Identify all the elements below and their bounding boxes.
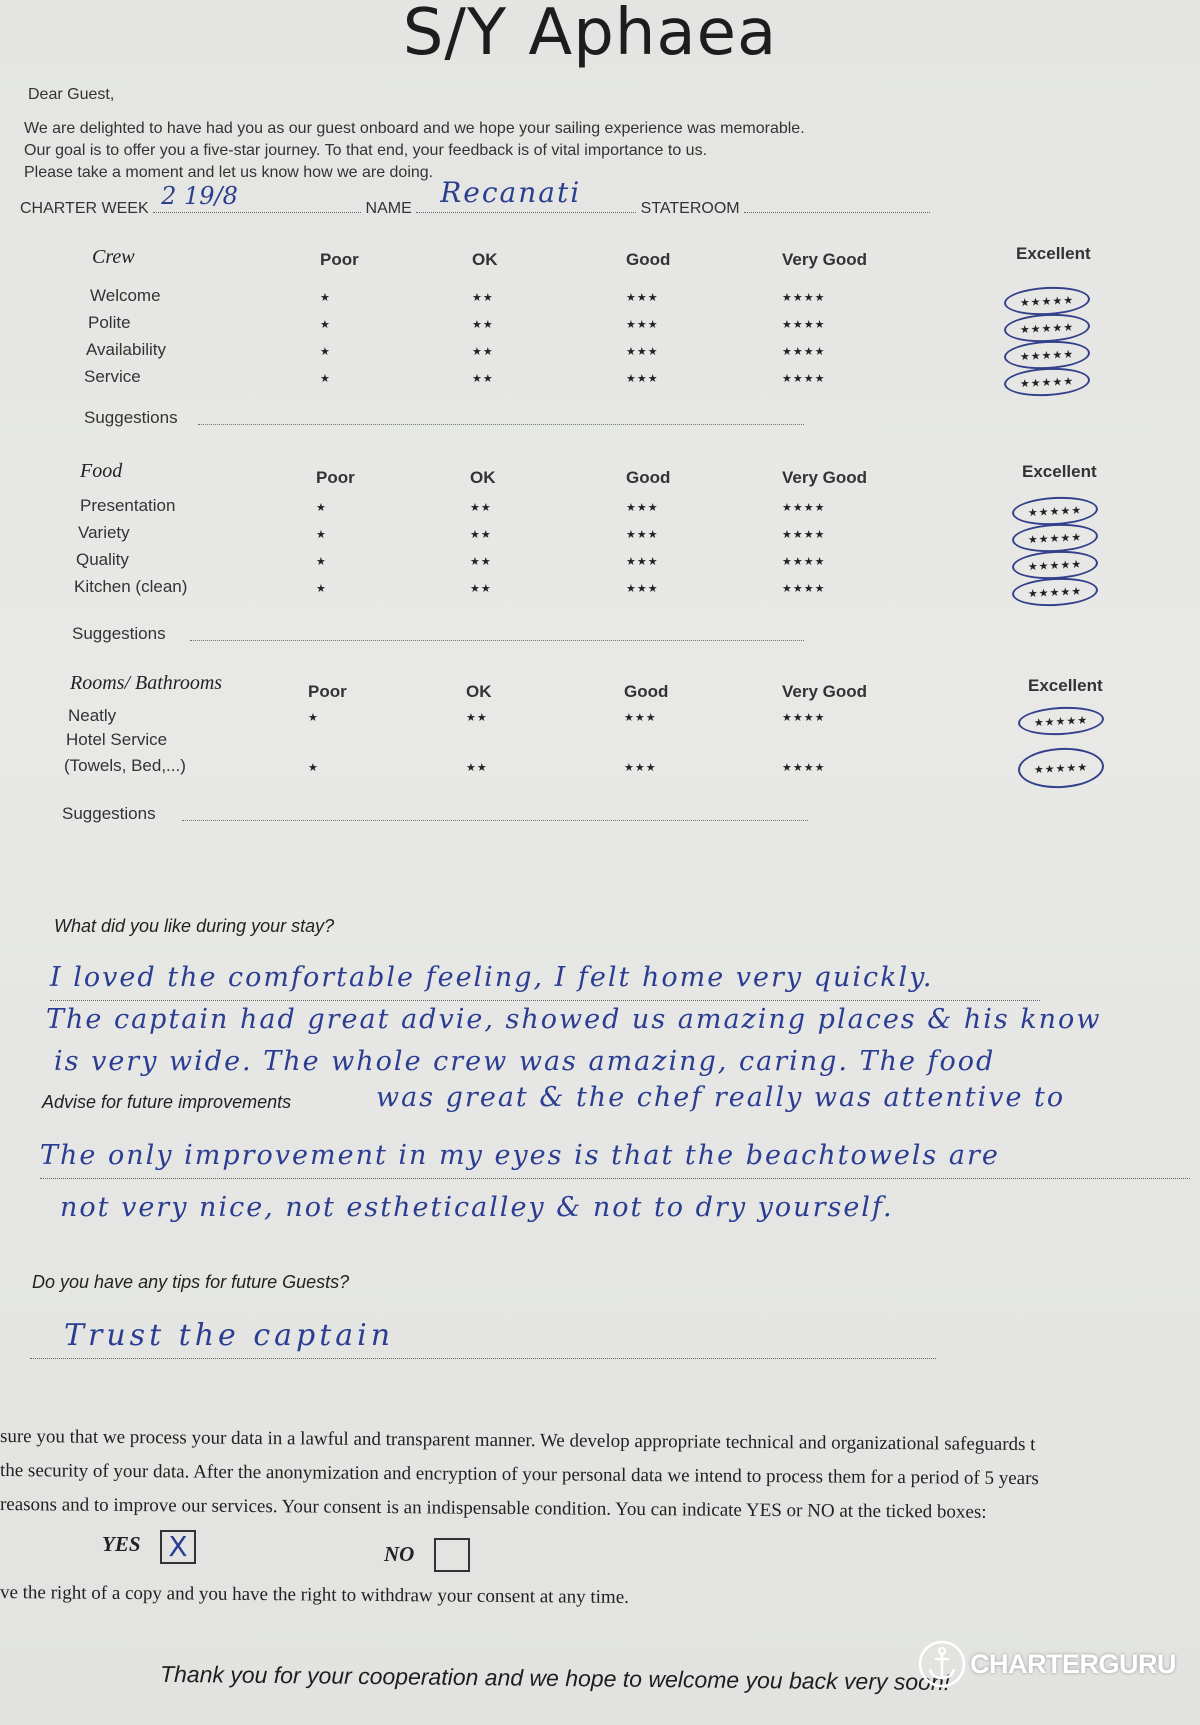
section-title: Rooms/ Bathrooms: [70, 672, 223, 694]
tips-question: Do you have any tips for future Guests?: [32, 1272, 350, 1292]
rating-stars-5-selected[interactable]: [1011, 549, 1098, 581]
rating-stars-3[interactable]: ★★★: [626, 319, 659, 331]
rating-stars-1[interactable]: ★: [316, 583, 327, 595]
rating-stars-5-selected[interactable]: [1017, 746, 1105, 790]
rating-stars-3[interactable]: ★★★: [626, 373, 659, 385]
liked-answer-line-4: was great & the chef really was attentive to: [376, 1082, 1066, 1113]
rating-stars-5-selected[interactable]: [1003, 366, 1090, 398]
intro-line: We are delighted to have had you as our guest onboard and we hope your sailing experience was memorable.: [24, 120, 805, 137]
rating-stars-1[interactable]: ★: [316, 529, 327, 541]
rating-stars-5: ★★★★★: [1019, 348, 1075, 363]
rating-stars-3[interactable]: ★★★: [624, 712, 657, 724]
column-header-poor: Poor: [320, 250, 359, 269]
column-header-ok: OK: [472, 250, 498, 269]
column-header-excellent: Excellent: [1016, 244, 1091, 263]
name-field[interactable]: [416, 176, 636, 213]
rating-stars-5: ★★★★★: [1027, 558, 1083, 573]
rating-stars-3[interactable]: ★★★: [626, 346, 659, 358]
rating-stars-4[interactable]: ★★★★: [782, 292, 826, 304]
rating-stars-4[interactable]: ★★★★: [782, 373, 826, 385]
improve-answer-line-2: not very nice, not estheticalley & not to dry yourself.: [60, 1192, 894, 1223]
name-value: Recanati: [440, 176, 582, 209]
rating-stars-5: ★★★★★: [1027, 531, 1083, 546]
rating-stars-4[interactable]: ★★★★: [782, 319, 826, 331]
liked-answer-line-1: I loved the comfortable feeling, I felt home very quickly.: [50, 962, 934, 993]
rating-stars-4[interactable]: ★★★★: [782, 762, 826, 774]
suggestions-label: Suggestions: [72, 624, 166, 643]
improve-question: Advise for future improvements: [42, 1092, 292, 1112]
row-label: Hotel Service: [66, 730, 168, 749]
rating-stars-5-selected[interactable]: [1011, 495, 1098, 527]
suggestions-field[interactable]: [198, 424, 804, 425]
rating-stars-5-selected[interactable]: [1003, 312, 1090, 344]
tips-answer: Trust the captain: [64, 1318, 395, 1353]
rating-stars-5-selected[interactable]: [1003, 285, 1090, 317]
column-header-ok: OK: [466, 682, 492, 701]
column-header-very-good: Very Good: [782, 468, 868, 487]
column-header-good: Good: [626, 250, 671, 269]
rating-stars-5: ★★★★★: [1033, 714, 1089, 729]
rating-stars-1[interactable]: ★: [308, 712, 319, 724]
tips-answer-line: [30, 1358, 936, 1359]
liked-answer-line-2: The captain had great advie, showed us amazing places & his know: [46, 1004, 1102, 1035]
rating-stars-2[interactable]: ★★: [470, 529, 492, 541]
row-label: Neatly: [68, 706, 117, 725]
rating-stars-4[interactable]: ★★★★: [782, 583, 826, 595]
suggestions-label: Suggestions: [84, 408, 178, 427]
rating-stars-5: ★★★★★: [1019, 294, 1075, 309]
rating-stars-5: ★★★★★: [1019, 375, 1075, 390]
yacht-title: S/Y Aphaea: [402, 0, 778, 70]
consent-line-3: reasons and to improve our services. Your consent is an indispensable condition. You can indicate YES or NO at the ticked boxes:: [0, 1494, 987, 1523]
row-label: (Towels, Bed,...): [64, 756, 186, 775]
improve-answer-line: [40, 1178, 1190, 1179]
intro-text: [24, 118, 805, 184]
rating-stars-2[interactable]: ★★: [466, 762, 488, 774]
column-header-excellent: Excellent: [1028, 676, 1103, 695]
rating-stars-3[interactable]: ★★★: [626, 556, 659, 568]
consent-line-1: sure you that we process your data in a lawful and transparent manner. We develop appropriate technical and organizational safeguards t: [0, 1426, 1036, 1456]
column-header-poor: Poor: [308, 682, 347, 701]
anchor-icon: [918, 1640, 966, 1688]
rating-stars-4[interactable]: ★★★★: [782, 712, 826, 724]
charter-week-value: 2 19/8: [161, 182, 238, 210]
no-label: NO: [384, 1542, 415, 1566]
row-label: Welcome: [90, 286, 161, 305]
rating-stars-2[interactable]: ★★: [472, 319, 494, 331]
rating-stars-2[interactable]: ★★: [470, 556, 492, 568]
column-header-very-good: Very Good: [782, 682, 868, 701]
charter-meta: [20, 176, 930, 218]
rating-stars-3[interactable]: ★★★: [626, 292, 659, 304]
charterguru-watermark: [918, 1640, 1176, 1688]
rating-stars-3[interactable]: ★★★: [626, 502, 659, 514]
rating-stars-2[interactable]: ★★: [470, 502, 492, 514]
improve-answer-line-1: The only improvement in my eyes is that the beachtowels are: [40, 1140, 1000, 1171]
rating-stars-5: ★★★★★: [1019, 321, 1075, 336]
liked-answer-line-3: is very wide. The whole crew was amazing, caring. The food: [54, 1046, 996, 1077]
rating-stars-5-selected[interactable]: [1017, 705, 1104, 737]
row-label: Presentation: [80, 496, 176, 515]
rating-stars-1[interactable]: ★: [320, 319, 331, 331]
rating-stars-1[interactable]: ★: [320, 292, 331, 304]
rating-stars-1[interactable]: ★: [308, 762, 319, 774]
rating-stars-4[interactable]: ★★★★: [782, 529, 826, 541]
rating-stars-5: ★★★★★: [1033, 761, 1089, 776]
liked-question: What did you like during your stay?: [54, 916, 335, 936]
row-label: Variety: [78, 523, 130, 542]
watermark-text: CHARTERGURU: [970, 1648, 1176, 1679]
row-label: Quality: [76, 550, 129, 569]
rating-stars-2[interactable]: ★★: [470, 583, 492, 595]
rating-stars-5: ★★★★★: [1027, 504, 1083, 519]
column-header-good: Good: [626, 468, 671, 487]
rating-stars-1[interactable]: ★: [316, 556, 327, 568]
section-title: Food: [80, 460, 123, 482]
yes-check-mark: X: [168, 1530, 188, 1563]
consent-line-2: the security of your data. After the anonymization and encryption of your personal data we intend to process them for a period of 5 years: [0, 1460, 1039, 1490]
column-header-poor: Poor: [316, 468, 355, 487]
rating-stars-5: ★★★★★: [1027, 585, 1083, 600]
row-label: Polite: [88, 313, 131, 332]
stateroom-label: STATEROOM: [640, 200, 740, 217]
rating-stars-5-selected[interactable]: [1011, 522, 1098, 554]
column-header-excellent: Excellent: [1022, 462, 1097, 481]
rating-stars-5-selected[interactable]: [1011, 576, 1098, 608]
stateroom-field[interactable]: [744, 198, 930, 213]
section-title: Crew: [92, 246, 135, 268]
suggestions-field[interactable]: [190, 640, 804, 641]
charter-week-label: CHARTER WEEK: [20, 200, 149, 217]
suggestions-label: Suggestions: [62, 804, 156, 823]
rating-stars-1[interactable]: ★: [320, 373, 331, 385]
rating-stars-2[interactable]: ★★: [466, 712, 488, 724]
rating-stars-4[interactable]: ★★★★: [782, 346, 826, 358]
thanks-message: Thank you for your cooperation and we hope to welcome you back very soon!: [159, 1660, 951, 1696]
rating-stars-4[interactable]: ★★★★: [782, 502, 826, 514]
suggestions-field[interactable]: [182, 820, 808, 821]
row-label: Availability: [86, 340, 167, 359]
rating-stars-3[interactable]: ★★★: [624, 762, 657, 774]
rating-stars-4[interactable]: ★★★★: [782, 556, 826, 568]
rating-stars-2[interactable]: ★★: [472, 346, 494, 358]
rating-stars-1[interactable]: ★: [316, 502, 327, 514]
column-header-very-good: Very Good: [782, 250, 868, 269]
column-header-ok: OK: [470, 468, 496, 487]
intro-line: Our goal is to offer you a five-star journey. To that end, your feedback is of vital importance to us.: [24, 142, 708, 159]
row-label: Service: [84, 367, 141, 386]
greeting: Dear Guest,: [28, 86, 115, 103]
no-checkbox[interactable]: [434, 1538, 470, 1572]
liked-answer-line: [50, 1000, 1040, 1001]
rating-stars-5-selected[interactable]: [1003, 339, 1090, 371]
rating-stars-3[interactable]: ★★★: [626, 583, 659, 595]
rating-stars-2[interactable]: ★★: [472, 292, 494, 304]
yes-checkbox[interactable]: [160, 1530, 196, 1564]
charter-week-field[interactable]: [153, 182, 361, 213]
name-label: NAME: [365, 200, 412, 217]
row-label: Kitchen (clean): [74, 577, 188, 596]
intro-line: Please take a moment and let us know how we are doing.: [24, 164, 434, 181]
rating-stars-3[interactable]: ★★★: [626, 529, 659, 541]
column-header-good: Good: [624, 682, 669, 701]
rights-line: ve the right of a copy and you have the right to withdraw your consent at any time.: [0, 1582, 630, 1608]
rating-stars-1[interactable]: ★: [320, 346, 331, 358]
yes-label: YES: [102, 1532, 141, 1556]
rating-stars-2[interactable]: ★★: [472, 373, 494, 385]
